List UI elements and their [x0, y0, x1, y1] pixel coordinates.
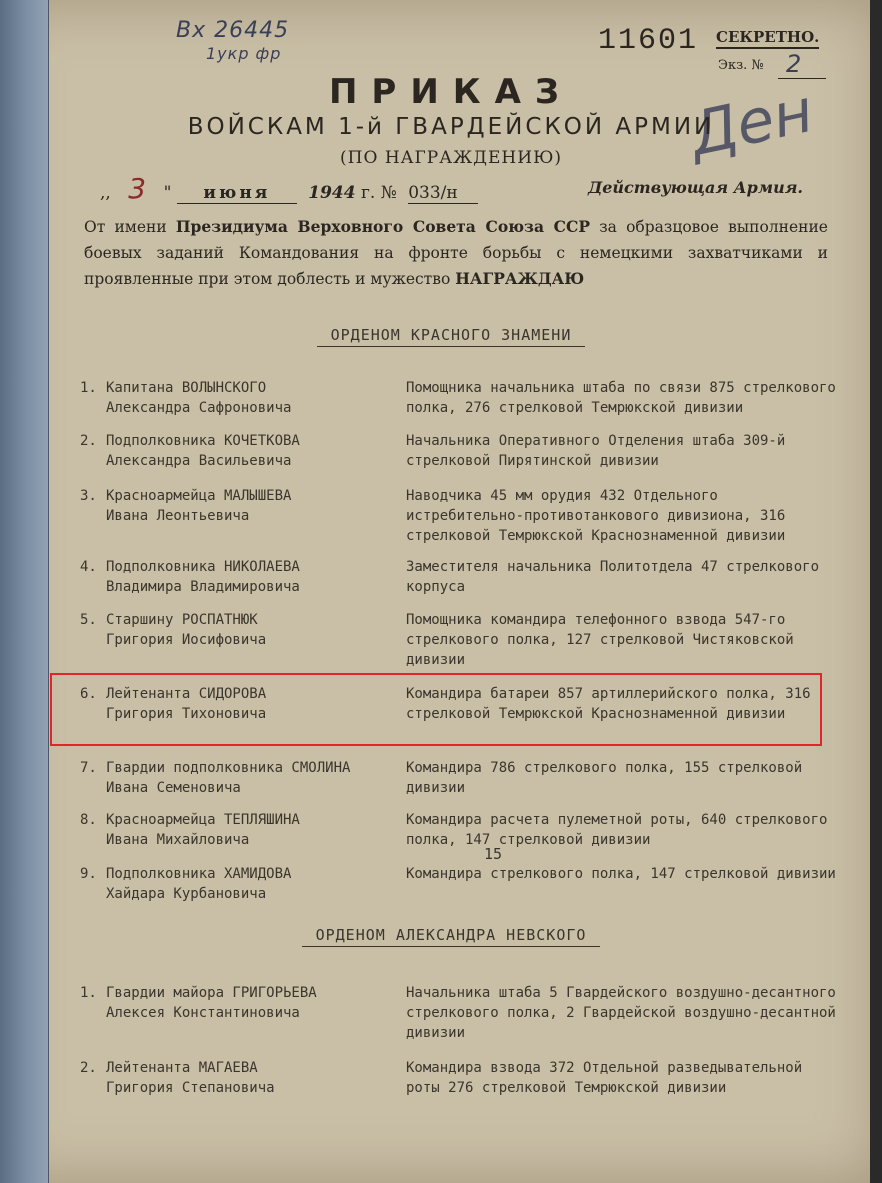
handwritten-signature: Ден: [684, 75, 819, 171]
date-close-quote: ": [163, 183, 172, 203]
entry-person: Лейтенанта СИДОРОВА Григория Тихоновича: [106, 686, 267, 722]
document-type: (ПО НАГРАЖДЕНИЮ): [340, 148, 562, 168]
entry-person: Капитана ВОЛЫНСКОГО Александра Сафроновича: [106, 380, 292, 416]
entry-number: 4.: [80, 559, 97, 575]
entry-person: Гвардии подполковника СМОЛИНА Ивана Семеновича: [106, 760, 351, 796]
entry-person: Лейтенанта МАГАЕВА Григория Степановича: [106, 1060, 275, 1096]
entry-number: 9.: [80, 866, 97, 882]
document-number: 11601: [598, 24, 699, 58]
secret-label: СЕКРЕТНО.: [716, 28, 819, 49]
section-heading-nevsky: [0, 926, 882, 944]
entry-person: Красноармейца ТЕПЛЯШИНА Ивана Михайловича: [106, 812, 300, 848]
entry-number: 8.: [80, 812, 97, 828]
entry-number: 5.: [80, 612, 97, 628]
intro-bold-award: НАГРАЖДАЮ: [455, 269, 585, 288]
intro-bold-presidium: Президиума Верховного Совета Союза ССР: [175, 217, 590, 236]
entry-position: Командира батареи 857 артиллерийского полка, 316 стрелковой Темрюкской Краснознаменной дивизии: [406, 686, 811, 722]
entry-person: Старшину РОСПАТНЮК Григория Иосифовича: [106, 612, 267, 648]
entry-position: Командира взвода 372 Отдельной разведывательной роты 276 стрелковой Темрюкской дивизии: [406, 1060, 803, 1096]
entry-number: 2.: [80, 1060, 97, 1076]
entry-person: Подполковника ХАМИДОВА Хайдара Курбановича: [106, 866, 292, 902]
entry-position: Начальника Оперативного Отделения штаба 309-й стрелковой Пирятинской дивизии: [406, 433, 786, 469]
entry-position: Помощника командира телефонного взвода 547-го стрелкового полка, 127 стрелковой Чистяковской дивизии: [406, 612, 794, 668]
entry-number: 1.: [80, 380, 97, 396]
document-title: ПРИКАЗ: [328, 72, 574, 112]
copy-number: 2: [786, 50, 802, 78]
entry-number: 1.: [80, 985, 97, 1001]
entry-position: Командира 786 стрелкового полка, 155 стрелковой дивизии: [406, 760, 803, 796]
entry-position: Командира расчета пулеметной роты, 640 стрелкового полка, 147 стрелковой дивизии: [406, 812, 828, 848]
copy-label: Экз. №: [718, 58, 764, 73]
entry-person: Гвардии майора ГРИГОРЬЕВА Алексея Константиновича: [106, 985, 317, 1021]
binding-strip: [0, 0, 49, 1183]
entry-number: 6.: [80, 686, 97, 702]
intro-paragraph: [84, 214, 828, 292]
entry-position: Заместителя начальника Политотдела 47 стрелкового корпуса: [406, 559, 820, 595]
entry-number: 7.: [80, 760, 97, 776]
entry-position: Командира стрелкового полка, 147 стрелковой дивизии: [406, 866, 836, 882]
date-day: 3: [128, 172, 147, 205]
date-year-suffix: г. №: [361, 183, 397, 203]
entry-number: 3.: [80, 488, 97, 504]
entry-number: 2.: [80, 433, 97, 449]
section-heading-text: ОРДЕНОМ КРАСНОГО ЗНАМЕНИ: [317, 326, 586, 347]
entry-person: Подполковника КОЧЕТКОВА Александра Васильевича: [106, 433, 300, 469]
date-line: [100, 172, 478, 205]
page-number: 15: [484, 845, 503, 863]
intro-prefix: От имени: [84, 218, 167, 236]
intro-middle: за образцовое выполнение боевых заданий Командования на фронте борьбы с немецкими захватчиками и проявленные при этом доблесть и мужество: [84, 218, 828, 288]
scan-edge: [870, 0, 882, 1183]
army-label: Действующая Армия.: [588, 178, 803, 197]
entry-position: Начальника штаба 5 Гвардейского воздушно-десантного стрелкового полка, 2 Гвардейской воздушно-десантной дивизии: [406, 985, 836, 1041]
archive-code: Вх 26445: [176, 18, 290, 43]
highlight-box: [50, 673, 822, 746]
order-number: 033/н: [408, 183, 478, 204]
archive-note: 1укр фр: [206, 44, 282, 63]
section-heading-text: ОРДЕНОМ АЛЕКСАНДРА НЕВСКОГО: [302, 926, 601, 947]
document-subtitle: ВОЙСКАМ 1-й ГВАРДЕЙСКОЙ АРМИИ: [187, 114, 715, 140]
entry-person: Красноармейца МАЛЫШЕВА Ивана Леонтьевича: [106, 488, 292, 524]
entry-person: Подполковника НИКОЛАЕВА Владимира Владимировича: [106, 559, 300, 595]
section-heading-red-banner: [0, 326, 882, 344]
entry-position: Помощника начальника штаба по связи 875 стрелкового полка, 276 стрелковой Темрюкской дивизии: [406, 380, 836, 416]
date-year: 1944: [308, 183, 356, 203]
date-open-quote: ,,: [100, 183, 111, 203]
entry-position: Наводчика 45 мм орудия 432 Отдельного истребительно-противотанкового дивизиона, 316 стрелковой Темрюкской Краснознаменной дивизии: [406, 488, 786, 544]
date-month: июня: [177, 183, 297, 204]
